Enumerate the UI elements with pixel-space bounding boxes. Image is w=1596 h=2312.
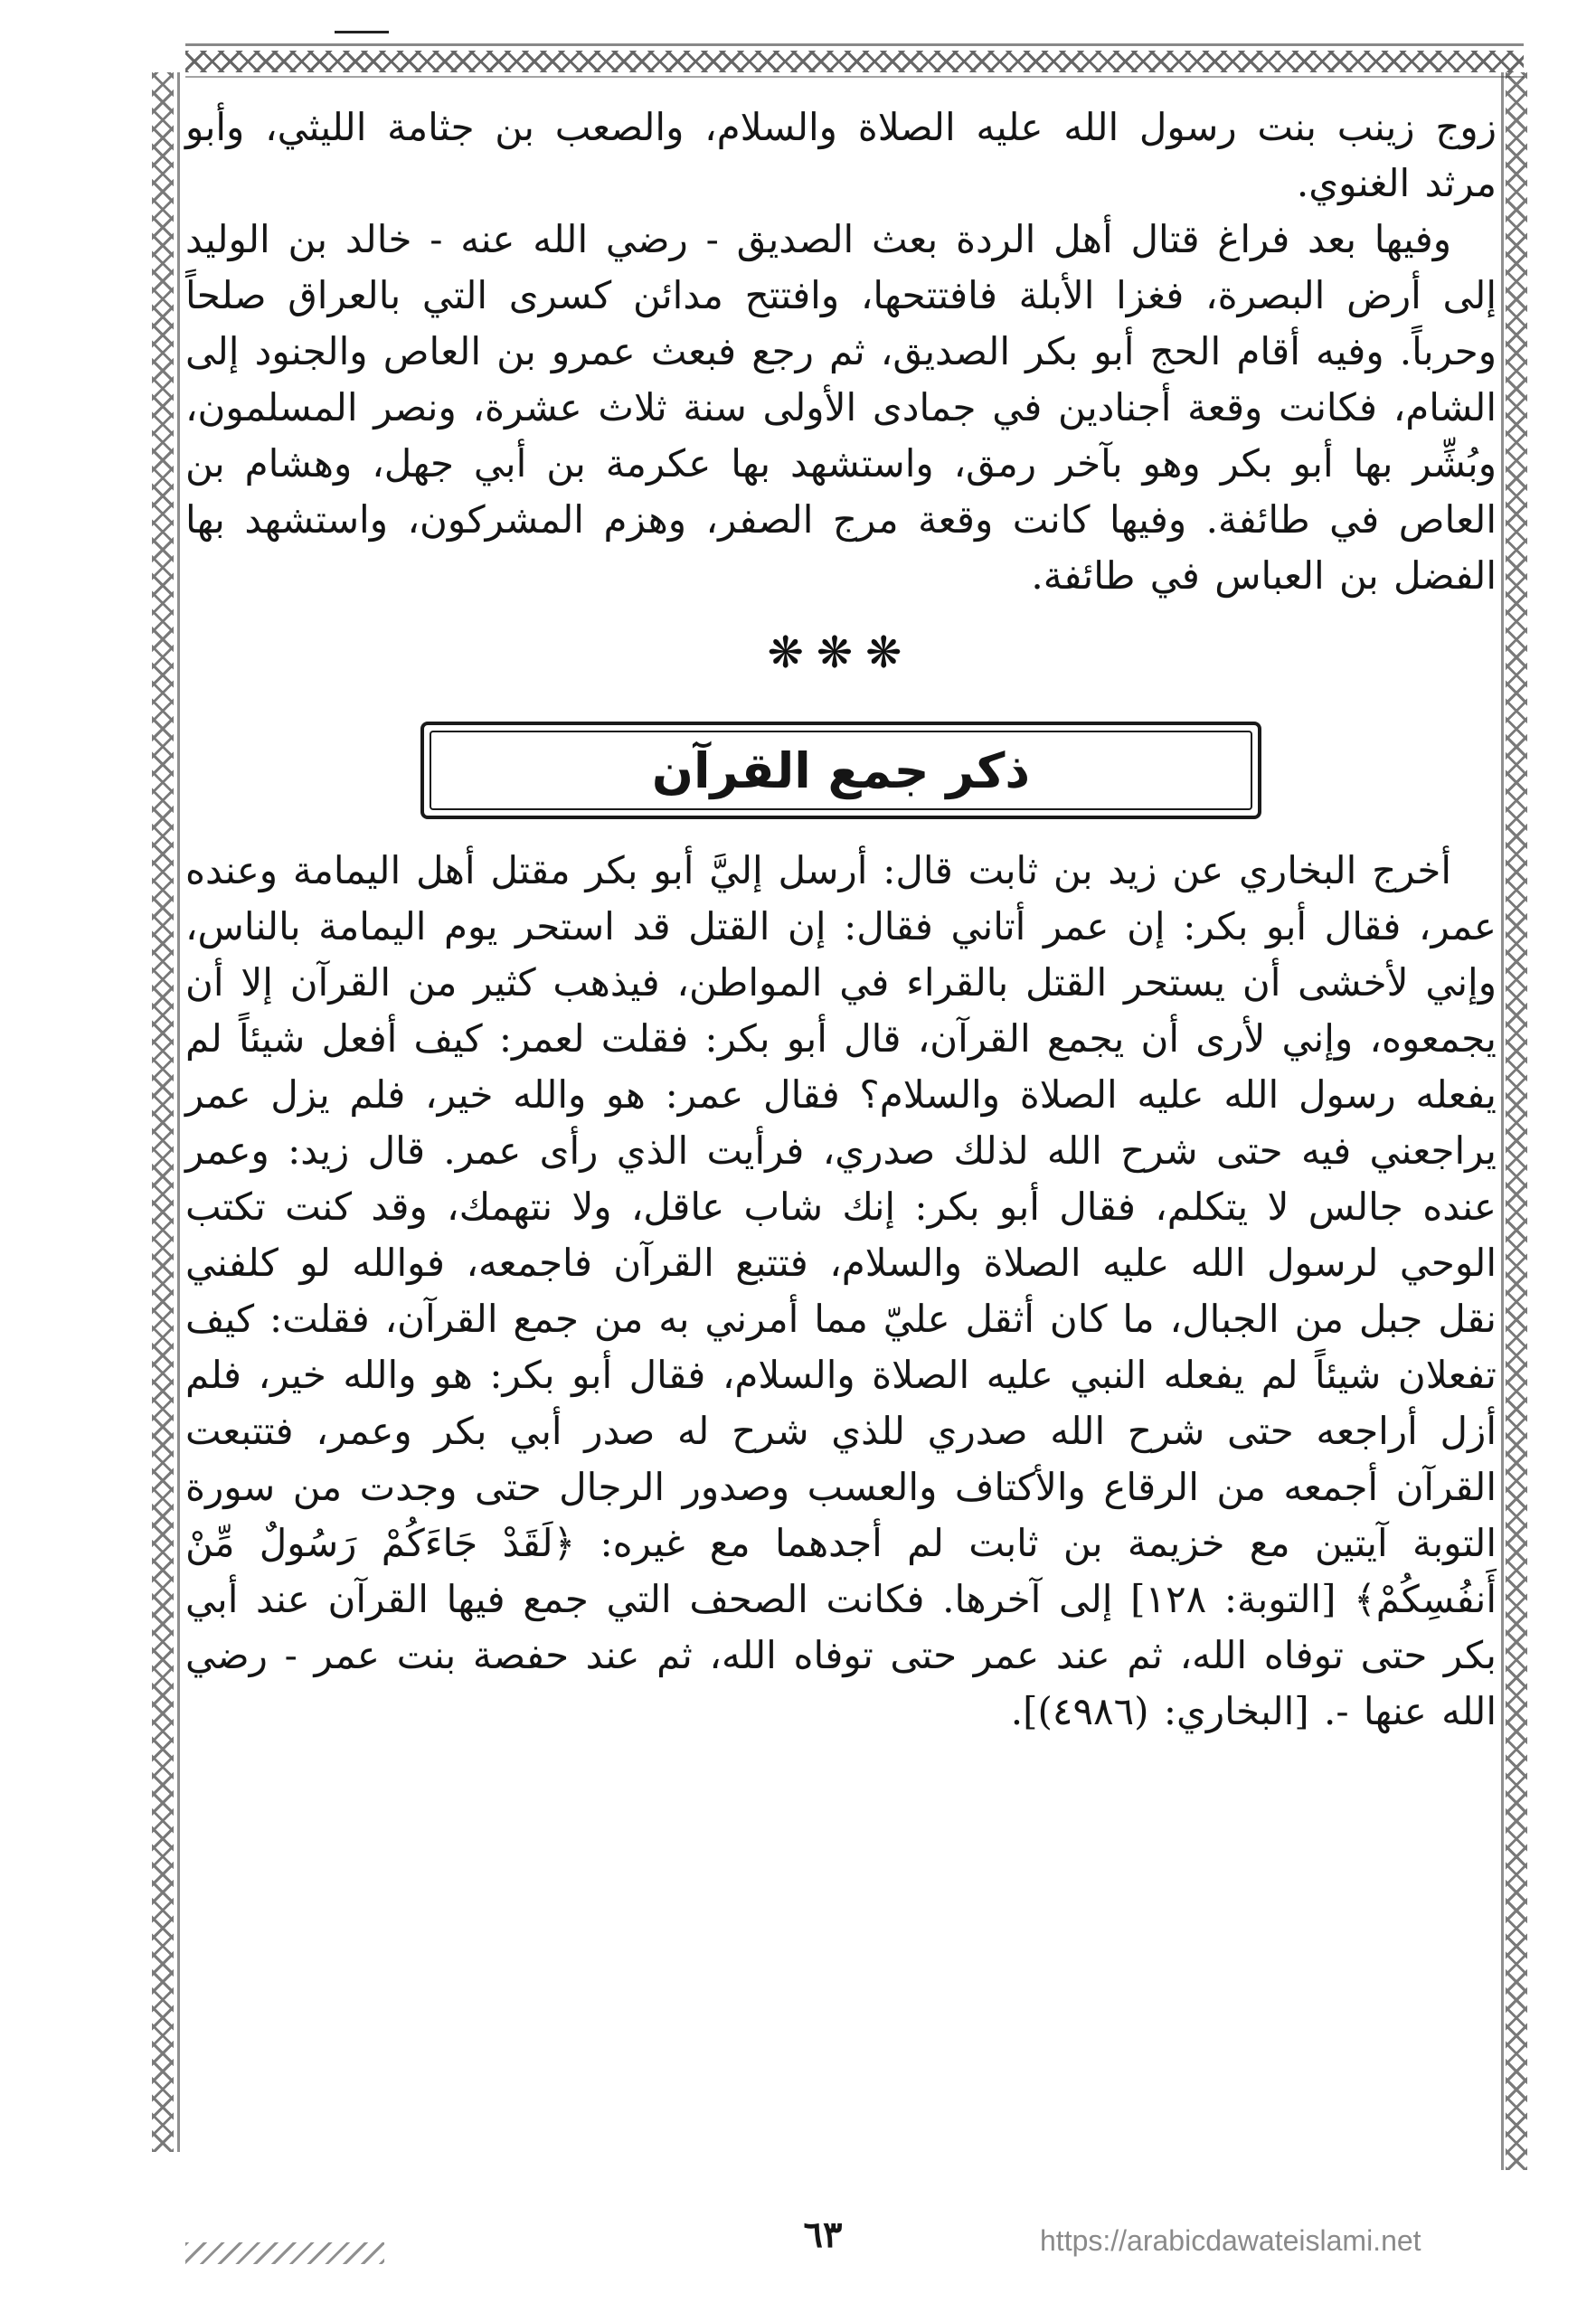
frame-top-line (185, 43, 1524, 46)
frame-left-line (177, 72, 180, 2152)
ornamental-frame-bottom (185, 2242, 384, 2264)
frame-right-line (1501, 72, 1504, 2170)
watermark-url: https://arabicdawateislami.net (1040, 2224, 1421, 2257)
paragraph-continued: زوج زينب بنت رسول الله عليه الصلاة والسلام، والصعب بن جثامة الليثي، وأبو مرثد الغنوي. (185, 105, 1497, 205)
frame-top-line-inner (185, 76, 1524, 78)
ornamental-frame-left (152, 72, 174, 2152)
ornamental-frame-top (185, 51, 1524, 72)
section-heading-box (420, 722, 1261, 819)
page-number: ٦٣ (803, 2213, 843, 2256)
section-separator: ❋❋❋ (767, 628, 915, 678)
page-body (185, 99, 1497, 1740)
top-rule (335, 31, 389, 33)
ornamental-frame-right (1506, 72, 1527, 2170)
section-title: ذكر جمع القرآن (651, 742, 1031, 799)
paragraph-ridda-wars: وفيها بعد فراغ قتال أهل الردة بعث الصديق - رضي الله عنه - خالد بن الوليد إلى أرض البصرة، فغزا الأبلة فافتتحها، وافتتح مدائن كسرى التي بالعراق صلحاً وحرباً. وفيه أقام الحج أبو بكر الصديق، ثم رجع فبعث عمرو بن العاص والجنود إلى الشام، فكانت وقعة أجنادين في جمادى الأولى سنة ثلاث عشرة، ونصر المسلمون، وبُشِّر بها أبو بكر وهو بآخر رمق، واستشهد بها عكرمة بن أبي جهل، وهشام بن العاص في طائفة. وفيها كانت وقعة مرج الصفر، وهزم المشركون، واستشهد بها الفضل بن العباس في طائفة. (185, 217, 1497, 598)
paragraph-quran-compilation: أخرج البخاري عن زيد بن ثابت قال: أرسل إليَّ أبو بكر مقتل أهل اليمامة وعنده عمر، فقال أبو بكر: إن عمر أتاني فقال: إن القتل قد استحر يوم اليمامة بالناس، وإني لأخشى أن يستحر القتل بالقراء في المواطن، فيذهب كثير من القرآن إلا أن يجمعوه، وإني لأرى أن يجمع القرآن، قال أبو بكر: فقلت لعمر: كيف أفعل شيئاً لم يفعله رسول الله عليه الصلاة والسلام؟ فقال عمر: هو والله خير، فلم يزل عمر يراجعني فيه حتى شرح الله لذلك صدري، فرأيت الذي رأى عمر. قال زيد: وعمر عنده جالس لا يتكلم، فقال أبو بكر: إنك شاب عاقل، ولا نتهمك، وقد كنت تكتب الوحي لرسول الله عليه الصلاة والسلام، فتتبع القرآن فاجمعه، فوالله لو كلفني نقل جبل من الجبال، ما كان أثقل عليّ مما أمرني به من جمع القرآن، فقلت: كيف تفعلان شيئاً لم يفعله النبي عليه الصلاة والسلام، فقال أبو بكر: هو والله خير، فلم أزل أراجعه حتى شرح الله صدري للذي شرح له صدر أبي بكر وعمر، فتتبعت القرآن أجمعه من الرقاع والأكتاف والعسب وصدور الرجال حتى وجدت من سورة التوبة آيتين مع خزيمة بن ثابت لم أجدهما مع غيره: ﴿لَقَدْ جَاءَكُمْ رَسُولٌ مِّنْ أَنفُسِكُمْ﴾ [التوبة: ١٢٨] إلى آخرها. فكانت الصحف التي جمع فيها القرآن عند أبي بكر حتى توفاه الله، ثم عند عمر حتى توفاه الله، ثم عند حفصة بنت عمر - رضي الله عنها -. [البخاري: (٤٩٨٦)]. (185, 848, 1497, 1733)
